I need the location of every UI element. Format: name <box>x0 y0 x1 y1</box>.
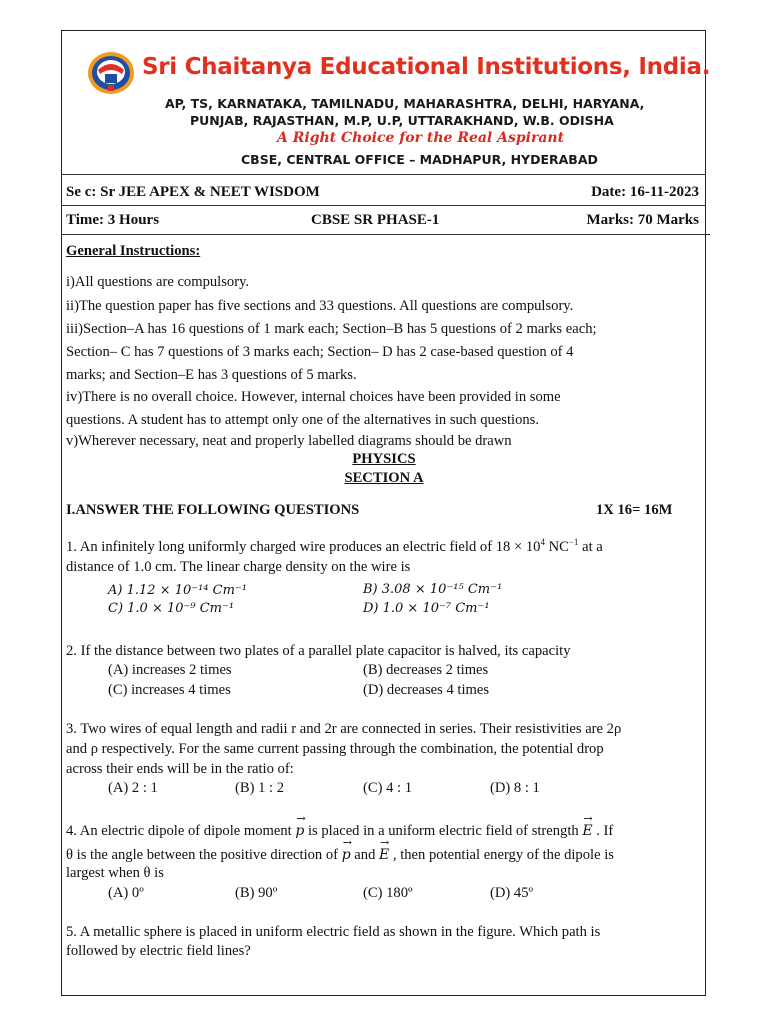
exam-date: Date: 16-11-2023 <box>591 184 699 200</box>
option-c: C) 1.0 × 10⁻⁹ Cm⁻¹ <box>108 601 235 616</box>
divider <box>61 234 710 235</box>
instruction-line: v)Wherever necessary, neat and properly labelled diagrams should be drawn <box>66 433 512 449</box>
institution-logo <box>86 50 136 96</box>
part-title: I.ANSWER THE FOLLOWING QUESTIONS <box>66 502 360 518</box>
option-a: (A) 2 : 1 <box>108 780 158 796</box>
section-batch: Se c: Sr JEE APEX & NEET WISDOM <box>66 184 320 200</box>
question-1-text: 1. An infinitely long uniformly charged wire produces an electric field of $18 \times 10^4$ $NC^{-1}$ at a <box>66 537 603 555</box>
exam-time: Time: 3 Hours <box>66 212 160 228</box>
states-line-1: AP, TS, KARNATAKA, TAMILNADU, MAHARASHTRA, DELHI, HARYANA, <box>165 96 645 111</box>
question-3-text: and ρ respectively. For the same current passing through the combination, the potential drop <box>66 741 604 757</box>
part-marks: 1X 16= 16M <box>596 502 673 518</box>
instruction-line: questions. A student has to attempt only one of the alternatives in such questions. <box>66 412 540 428</box>
instruction-line: marks; and Section–E has 3 questions of 5 marks. <box>66 367 357 383</box>
option-d: (D) 8 : 1 <box>490 780 540 796</box>
instruction-line: Section– C has 7 questions of 3 marks each; Section– D has 2 case-based question of 4 <box>66 344 574 360</box>
field-vector-e: → E <box>379 847 389 863</box>
question-2-text: 2. If the distance between two plates of a parallel plate capacitor is halved, its capacity <box>66 643 571 659</box>
option-d: (D) 45º <box>490 885 534 901</box>
question-4-text: largest when θ is <box>66 865 164 881</box>
tagline: A Right Choice for the Real Aspirant <box>277 130 565 146</box>
instruction-line: i)All questions are compulsory. <box>66 274 250 290</box>
option-b: B) 3.08 × 10⁻¹⁵ Cm⁻¹ <box>363 582 503 597</box>
instructions-heading: General Instructions: <box>66 243 201 259</box>
question-5-text: 5. A metallic sphere is placed in uniform electric field as shown in the figure. Which path is <box>66 924 601 940</box>
dipole-vector-p: → p <box>342 847 351 863</box>
question-4-text: 4. An electric dipole of dipole moment → p is placed in a uniform electric field of strength → E . If <box>66 823 613 840</box>
instruction-line: ii)The question paper has five sections and 33 questions. All questions are compulsory. <box>66 298 574 314</box>
central-office: CBSE, CENTRAL OFFICE – MADHAPUR, HYDERABAD <box>241 152 598 167</box>
option-b: (B) 90º <box>235 885 278 901</box>
option-c: (C) increases 4 times <box>108 682 231 698</box>
option-d: (D) decreases 4 times <box>363 682 490 698</box>
divider <box>61 174 706 175</box>
divider <box>61 205 706 206</box>
section-heading: SECTION A <box>344 470 424 486</box>
exam-marks: Marks: 70 Marks <box>586 212 699 228</box>
option-a: (A) 0º <box>108 885 144 901</box>
instruction-line: iii)Section–A has 16 questions of 1 mark each; Section–B has 5 questions of 2 marks each; <box>66 321 597 337</box>
option-a: (A) increases 2 times <box>108 662 232 678</box>
question-1-text: distance of 1.0 cm. The linear charge density on the wire is <box>66 559 411 575</box>
dipole-vector-p: → p <box>295 823 304 839</box>
question-3-text: 3. Two wires of equal length and radii r and 2r are connected in series. Their resistivities are 2ρ <box>66 721 622 737</box>
option-d: D) 1.0 × 10⁻⁷ Cm⁻¹ <box>363 601 490 616</box>
option-b: (B) decreases 2 times <box>363 662 489 678</box>
states-line-2: PUNJAB, RAJASTHAN, M.P, U.P, UTTARAKHAND, W.B. ODISHA <box>190 113 614 128</box>
subject-heading: PHYSICS <box>352 451 416 467</box>
option-a: A) 1.12 × 10⁻¹⁴ Cm⁻¹ <box>108 583 248 598</box>
field-vector-e: → E <box>582 823 592 839</box>
option-b: (B) 1 : 2 <box>235 780 285 796</box>
instruction-line: iv)There is no overall choice. However, internal choices have been provided in some <box>66 389 561 405</box>
option-c: (C) 4 : 1 <box>363 780 413 796</box>
institution-name: Sri Chaitanya Educational Institutions, India. <box>142 54 711 80</box>
question-4-text: θ is the angle between the positive direction of → p and → E , then potential energy of the dipole is <box>66 847 614 864</box>
exam-phase: CBSE SR PHASE-1 <box>311 212 440 228</box>
question-3-text: across their ends will be in the ratio of: <box>66 761 294 777</box>
question-5-text: followed by electric field lines? <box>66 943 251 959</box>
option-c: (C) 180º <box>363 885 413 901</box>
